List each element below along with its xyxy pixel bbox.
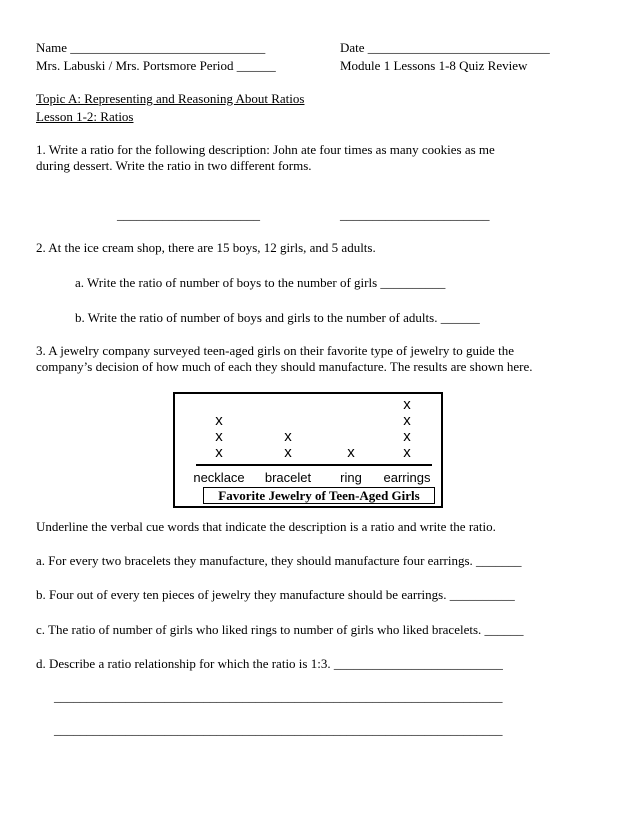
- chart-title: Favorite Jewelry of Teen-Aged Girls: [203, 487, 435, 504]
- topic-title: Topic A: Representing and Reasoning About Ratios: [36, 91, 305, 106]
- item-a: a. For every two bracelets they manufacture, they should manufacture four earrings. _______: [36, 553, 522, 568]
- dot-mark-necklace: x: [215, 444, 223, 461]
- teacher-period-line: Mrs. Labuski / Mrs. Portsmore Period ______: [36, 58, 276, 73]
- dot-mark-earrings: x: [403, 396, 411, 413]
- jewelry-dot-plot: [173, 392, 443, 508]
- q3-line-1: 3. A jewelry company surveyed teen-aged girls on their favorite type of jewelry to guide the: [36, 343, 514, 358]
- module-title: Module 1 Lessons 1-8 Quiz Review: [340, 58, 528, 73]
- category-label-bracelet: bracelet: [264, 470, 312, 485]
- name-line: Name ______________________________: [36, 40, 266, 55]
- dot-mark-necklace: x: [215, 428, 223, 445]
- answer-line-1: _____________________________________________________________________: [54, 689, 503, 704]
- q1-answer-blank-left: ______________________: [117, 207, 260, 222]
- q1-answer-blank-right: _______________________: [340, 207, 490, 222]
- q1-line-2: during dessert. Write the ratio in two different forms.: [36, 158, 312, 173]
- item-d: d. Describe a ratio relationship for which the ratio is 1:3. __________________________: [36, 656, 503, 671]
- q2-part-a: a. Write the ratio of number of boys to the number of girls __________: [75, 275, 446, 290]
- lesson-title: Lesson 1-2: Ratios: [36, 109, 134, 124]
- q2-part-b: b. Write the ratio of number of boys and girls to the number of adults. ______: [75, 310, 480, 325]
- dot-mark-earrings: x: [403, 428, 411, 445]
- underline-instructions: Underline the verbal cue words that indicate the description is a ratio and write the ratio.: [36, 519, 496, 534]
- dot-mark-bracelet: x: [284, 444, 292, 461]
- category-label-necklace: necklace: [193, 470, 245, 485]
- dot-mark-necklace: x: [215, 412, 223, 429]
- answer-line-2: _____________________________________________________________________: [54, 722, 503, 737]
- q1-line-1: 1. Write a ratio for the following description: John ate four times as many cookies as me: [36, 142, 495, 157]
- item-b: b. Four out of every ten pieces of jewelry they manufacture should be earrings. __________: [36, 587, 515, 602]
- category-label-ring: ring: [340, 470, 362, 485]
- date-line: Date ____________________________: [340, 40, 550, 55]
- dot-mark-bracelet: x: [284, 428, 292, 445]
- dot-mark-ring: x: [347, 444, 355, 461]
- q3-line-2: company’s decision of how much of each they should manufacture. The results are shown here.: [36, 359, 533, 374]
- item-c: c. The ratio of number of girls who liked rings to number of girls who liked bracelets. ______: [36, 622, 524, 637]
- dot-mark-earrings: x: [403, 412, 411, 429]
- number-line-axis: [196, 464, 432, 466]
- category-label-earrings: earrings: [383, 470, 431, 485]
- dot-mark-earrings: x: [403, 444, 411, 461]
- q2-prompt: 2. At the ice cream shop, there are 15 boys, 12 girls, and 5 adults.: [36, 240, 376, 255]
